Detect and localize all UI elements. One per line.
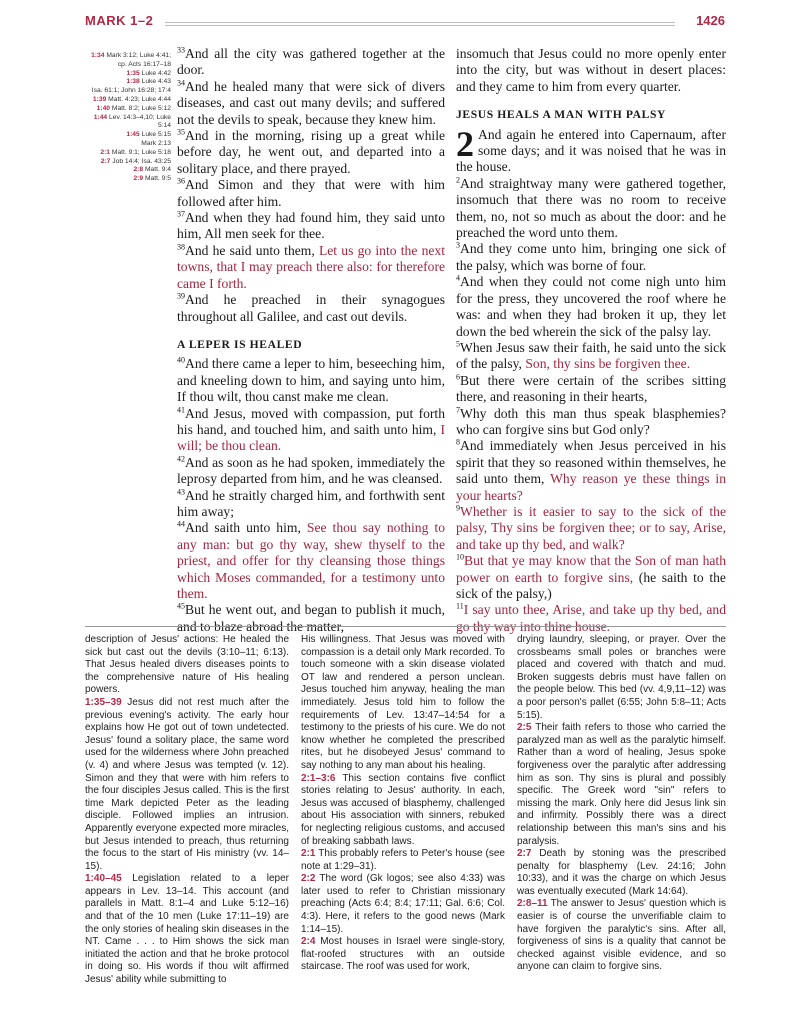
cross-ref-entry: 1:35 Luke 4:42 (126, 69, 171, 77)
study-note: 2:1 This probably refers to Peter's house (see note at 1:29–31). (301, 848, 505, 872)
verse-33: $^{33}$And all the city was gathered together at the door. (177, 45, 445, 78)
cross-ref-entry: 1:45 Luke 5:15 (126, 131, 171, 139)
cross-ref-entry: Mark 2:13 (141, 139, 171, 147)
verse-43: $^{43}$And he straitly charged him, and forthwith sent him away; (177, 487, 445, 519)
words-of-jesus: I will; be thou clean. (177, 421, 445, 454)
cross-ref-entry: 1:40 Matt. 8:2; Luke 5:12 (96, 104, 171, 112)
verse-2-3: $^3$And they come unto him, bringing one sick of the palsy, which was borne of four. (456, 240, 726, 273)
book-chapter-title: MARK 1–2 (85, 13, 154, 28)
verse-44: $^{44}$And saith unto him, See thou say nothing to any man: but go thy way, shew thyself to the priest, and offer for thy cleansing those things which Moses commanded, for a testimony unto them. (177, 519, 445, 601)
cross-ref-entry: Isa. 61:1; John 16:28; 17:4 (91, 87, 171, 95)
scripture-column-right (456, 46, 726, 635)
header-rule (165, 22, 675, 26)
verse-2-6: $^6$But there were certain of the scribes sitting there, and reasoning in their hearts, (456, 372, 726, 405)
verse-38: $^{38}$And he said unto them, Let us go into the next towns, that I may preach there also: for therefore came I forth. (177, 242, 445, 291)
study-note: 2:4 Most houses in Israel were single-story, flat-roofed structures with an outside staircase. The roof was used for work, (301, 936, 505, 973)
verse-2-2: $^2$And straightway many were gathered together, insomuch that there was no room to receive them, no, not so much as about the door: and he preached the word unto them. (456, 175, 726, 241)
study-note: 2:2 The word (Gk logos; see also 4:33) was later used to refer to Christian missionary preaching (Acts 6:4; 8:4; 17:11; Gal. 6:6; Col. 4:3). Here, it refers to the good news (Mark 1:14–15). (301, 873, 505, 935)
verse-2-1: 2 And again he entered into Capernaum, after some days; and it was noised that he was in the house. (456, 123, 726, 175)
verse-34: $^{34}$And he healed many that were sick of divers diseases, and cast out many devils; and suffered not the devils to speak, because they knew him. (177, 78, 445, 127)
words-of-jesus: Son, thy sins be forgiven thee. (525, 356, 691, 372)
verse-2-8: $^8$And immediately when Jesus perceived in his spirit that they so reasoned within themselves, he said unto them, Why reason ye these things in your hearts? (456, 437, 726, 503)
study-note: description of Jesus' actions: He healed the sick but cast out the devils (3:10–11; 6:13). That Jesus healed divers diseases points to the comprehensive nature of His healing powers. (85, 634, 289, 696)
verse-35: $^{35}$And in the morning, rising up a great while before day, he went out, and departed into a solitary place, and there prayed. (177, 127, 445, 176)
study-notes-column-2 (301, 634, 505, 974)
study-note: 2:7 Death by stoning was the prescribed penalty for blasphemy (Lev. 24:16; John 10:33), and it was the charge on which Jesus was eventually executed (Mark 14:64). (517, 848, 726, 897)
notes-divider (85, 626, 726, 627)
study-note: drying laundry, sleeping, or prayer. Over the crossbeams small poles or branches were placed and covered with thatch and mud. Broken suggests debris must have fallen on the people below. This bed (vv. 4,9,11–12) was a poor person's pallet (6:55; John 5:8–11; Acts 5:15). (517, 634, 726, 721)
verse-2-9: $^9$Whether is it easier to say to the sick of the palsy, Thy sins be forgiven thee; or to say, Arise, and take up thy bed, and walk? (456, 503, 726, 552)
cross-ref-entry: 2:9 Matt. 9:5 (133, 175, 171, 183)
study-notes-column-1 (85, 634, 289, 987)
verse-45: $^{45}$But he went out, and began to publish it much, and to blaze abroad the matter, (177, 601, 445, 634)
verse-2-7: $^7$Why doth this man thus speak blasphemies? who can forgive sins but God only? (456, 405, 726, 437)
study-note: 1:35–39 Jesus did not rest much after the previous evening's activity. The early hour explains how He got out of town undetected. Jesus' found a solitary place, the same word used for the wilderness where John preached (v. 4) and where Jesus was tempted (v. 12). Simon and they that were with him refers to the four disciples Jesus called. This is the first time Mark depicted Peter as the leading disciple. Followed implies an intrusion. Apparently everyone expected more miracles, but Jesus intended to preach, thus returning the focus to the start of His ministry (vv. 14–15). (85, 696, 289, 872)
verse-39: $^{39}$And he preached in their synagogues throughout all Galilee, and cast out devils. (177, 291, 445, 324)
cross-ref-entry: 1:34 Mark 3:12; Luke 4:41; cp. Acts 16:17–18 (91, 52, 171, 68)
verse-36: $^{36}$And Simon and they that were with him followed after him. (177, 176, 445, 209)
cross-ref-entry: 2:7 Job 14:4; Isa. 43:25 (100, 157, 171, 165)
cross-ref-entry: 1:44 Lev. 14:3–4,10; Luke 5:14 (93, 113, 171, 130)
cross-ref-entry: 1:39 Matt. 4:23; Luke 4:44 (92, 95, 171, 103)
verse-40: $^{40}$And there came a leper to him, beseeching him, and kneeling down to him, and saying unto him, If thou wilt, thou canst make me clean. (177, 355, 445, 405)
words-of-jesus: See thou say nothing to any man: but go thy way, shew thyself to the priest, and offer for thy cleansing those things which Moses commanded, for a testimony unto them. (177, 520, 445, 601)
cross-ref-entry: 1:38 Luke 4:43 (126, 78, 171, 86)
cross-ref-entry: 2:8 Matt. 9:4 (133, 166, 171, 174)
study-note: 1:40–45 Legislation related to a leper appears in Lev. 13–14. This account (and parallels in Matt. 8:1–4 and Luke 5:12–16) and that of the 10 men (Luke 17:11–19) are the only stories of healing skin diseases in the NT. Came . . . to Him shows the sick man initiated the action and that he broke protocol in doing so. His words if thou wilt affirmed Jesus' ability while submitting to (85, 873, 290, 986)
scripture-column-left (177, 46, 445, 635)
study-note: 2:8–11 The answer to Jesus' question which is easier is of course the unverifiable claim to have forgiven the paralytic's sins. After all, forgiveness of sins is a quality that cannot be checked against visible evidence, and so anyone can claim to forgive sins. (517, 898, 726, 973)
page-number: 1426 (696, 13, 725, 28)
study-notes-column-3 (517, 634, 726, 974)
words-of-jesus: Whether is it easier to say to the sick of the palsy, Thy sins be forgiven thee; or to say, Arise, and take up thy bed, and walk? (456, 503, 726, 552)
verse-2-5: $^5$When Jesus saw their faith, he said unto the sick of the palsy, Son, thy sins be forgiven thee. (456, 339, 726, 372)
cross-references (85, 52, 171, 184)
page-header (85, 13, 725, 33)
words-of-jesus: Why reason ye these things in your hearts? (456, 471, 726, 503)
cross-ref-entry: 2:1 Matt. 9:1; Luke 5:18 (100, 148, 171, 156)
verse-2-4: $^4$And when they could not come nigh unto him for the press, they uncovered the roof where he was: and when they had broken it up, they let down the bed wherein the sick of the palsy lay. (456, 273, 726, 339)
section-heading-leper: A LEPER IS HEALED (177, 337, 303, 351)
chapter-number: 2 (456, 123, 474, 164)
words-of-jesus: But that ye may know that the Son of man hath power on earth to forgive sins, (456, 553, 726, 585)
verse-37: $^{37}$And when they had found him, they said unto him, All men seek for thee. (177, 209, 445, 242)
verse-2-11: $^{11}$I say unto thee, Arise, and take up thy bed, and go thy way into thine house. (456, 601, 726, 634)
words-of-jesus: I say unto thee, Arise, and take up thy bed, and go thy way into thine house. (456, 602, 726, 634)
study-note: 2:5 Their faith refers to those who carried the paralyzed man as well as the paralytic himself. Rather than a word of healing, Jesus spoke forgiveness over the paralytic after addressing him as son. Thy sins is plural and possibly specific. The Greek word "sin" refers to missing the mark. Only here did Jesus link sin and infirmity. Possibly there was a direct relationship between this man's sins and his paralysis. (517, 722, 726, 847)
study-note: 2:1–3:6 This section contains five conflict stories relating to Jesus' authority. In each, Jesus was accused of blasphemy, challenged about His association with sinners, rebuked for neglecting religious customs, and accused of breaking sabbath laws. (301, 772, 505, 847)
verse-42: $^{42}$And as soon as he had spoken, immediately the leprosy departed from him, and he was cleansed. (177, 454, 445, 487)
verse-2-10: $^{10}$But that ye may know that the Son of man hath power on earth to forgive sins, (he saith to the sick of the palsy,) (456, 552, 726, 601)
words-of-jesus: Let us go into the next towns, that I may preach there also: for therefore came I forth. (177, 242, 445, 291)
study-note: His willingness. That Jesus was moved with compassion is a detail only Mark recorded. To touch someone with a skin disease violated OT law and rendered a person unclean. Jesus touched him anyway, healing the man immediately. Jesus told him to follow the requirements of Lev. 13:47–14:54 for a testimony to the priests of his cure. We do not know whether he completed the prescribed rites, but he disobeyed Jesus' command to say nothing to any man about his healing. (301, 634, 505, 771)
verse-45-continued: insomuch that Jesus could no more openly enter into the city, but was without in desert places: and they came to him from every quarter. (456, 46, 726, 94)
section-heading-palsy: JESUS HEALS A MAN WITH PALSY (456, 108, 666, 122)
verse-41: $^{41}$And Jesus, moved with compassion, put forth his hand, and touched him, and saith unto him, I will; be thou clean. (177, 405, 445, 454)
